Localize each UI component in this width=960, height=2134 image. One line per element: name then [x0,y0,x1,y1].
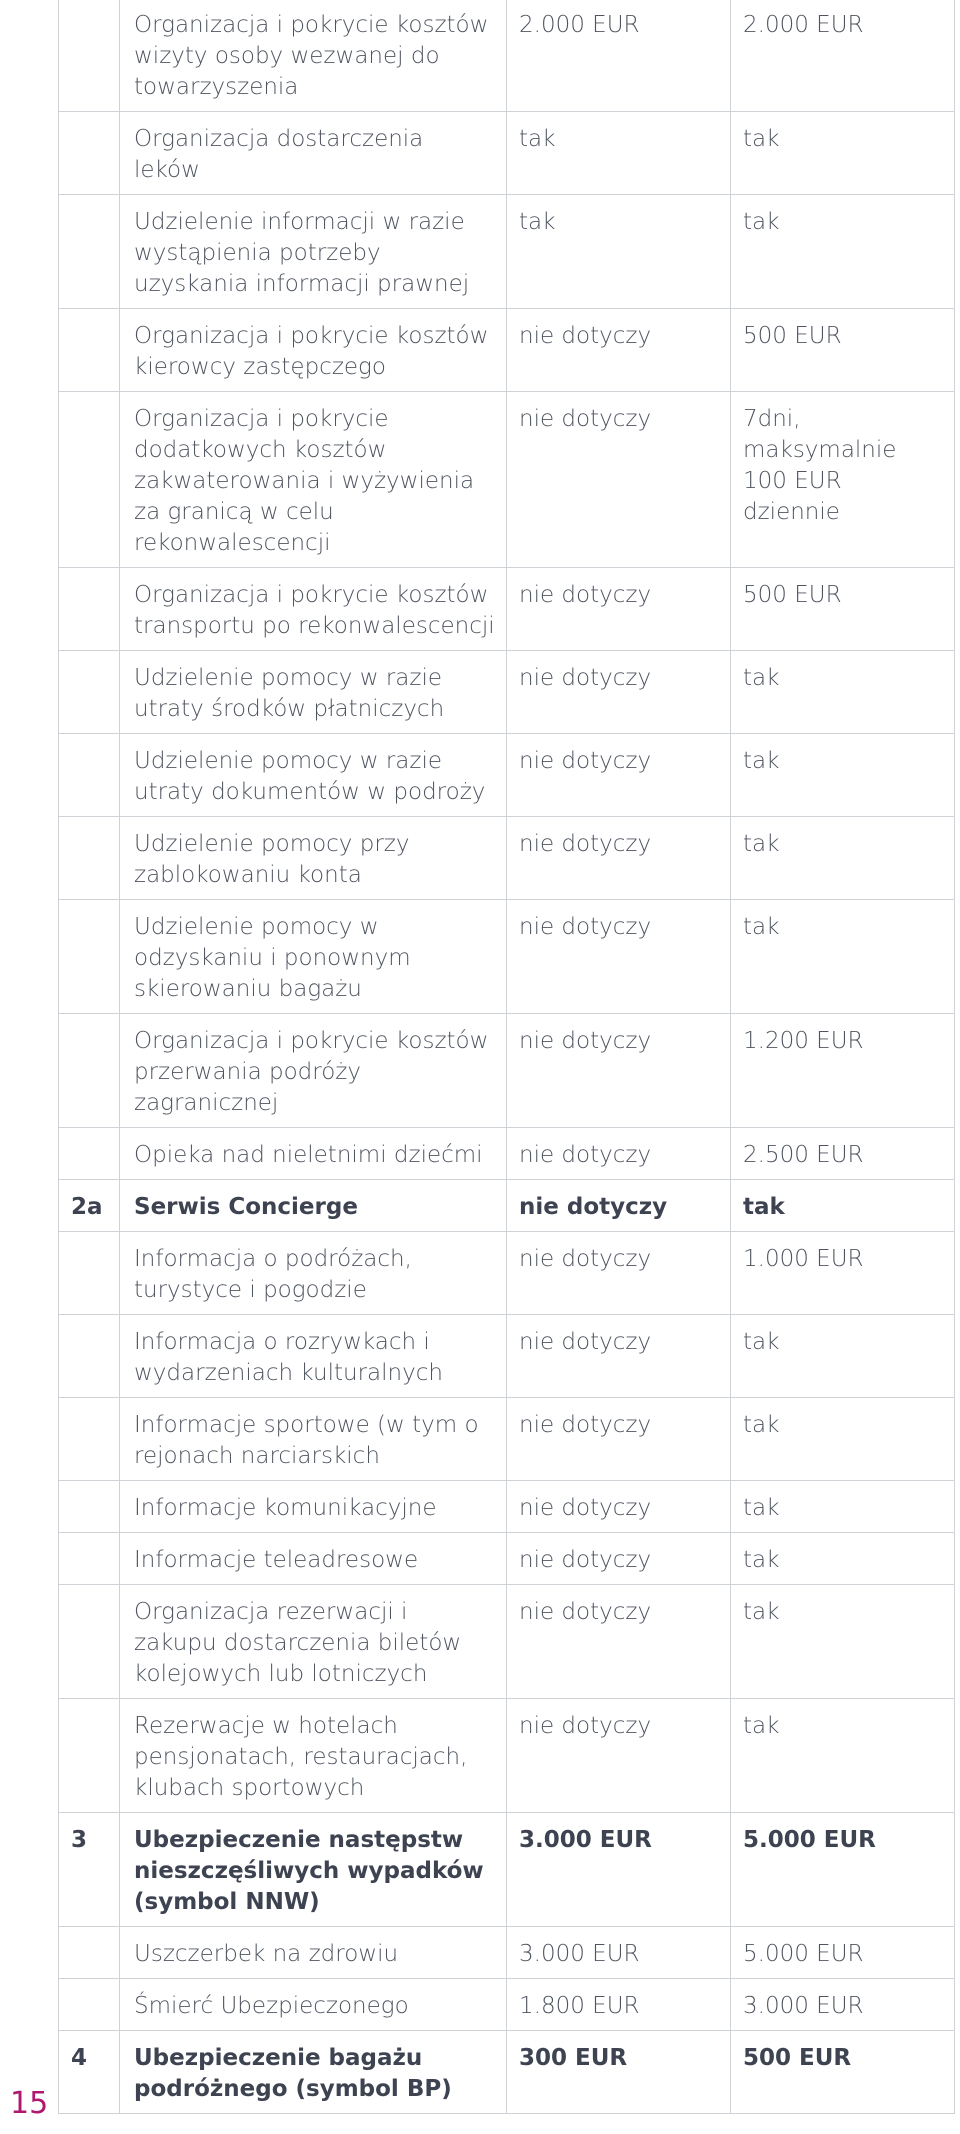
table-row [59,392,955,568]
row-value-variant-2-cell: tak [731,1315,955,1398]
row-number-cell [59,1585,120,1699]
row-value-variant-2-cell: tak [731,195,955,309]
row-description-cell: Organizacja i pokrycie kosztów kierowcy zastępczego [120,309,507,392]
row-value-variant-1-cell: 2.000 EUR [507,0,731,112]
table-row [59,1398,955,1481]
row-number-cell: 2a [59,1180,120,1232]
row-description-cell: Udzielenie pomocy w razie utraty dokumentów w podroży [120,734,507,817]
row-value-variant-2-cell: tak [731,1180,955,1232]
table-row [59,1180,955,1232]
row-value-variant-2-cell: tak [731,734,955,817]
row-number-cell [59,1128,120,1180]
row-value-variant-1-cell: nie dotyczy [507,1232,731,1315]
row-value-variant-1-cell: 1.800 EUR [507,1979,731,2031]
row-value-variant-2-cell: tak [731,1481,955,1533]
row-description-cell: Opieka nad nieletnimi dziećmi [120,1128,507,1180]
row-number-cell: 3 [59,1813,120,1927]
row-value-variant-1-cell: nie dotyczy [507,734,731,817]
table-row [59,1232,955,1315]
row-number-cell [59,568,120,651]
row-number-cell [59,1398,120,1481]
row-number-cell [59,1533,120,1585]
row-number-cell [59,392,120,568]
row-number-cell [59,1481,120,1533]
row-description-cell: Informacja o rozrywkach i wydarzeniach kulturalnych [120,1315,507,1398]
table-row [59,2031,955,2114]
row-value-variant-2-cell: 500 EUR [731,568,955,651]
table-row [59,195,955,309]
row-value-variant-2-cell: 1.200 EUR [731,1014,955,1128]
row-value-variant-2-cell: tak [731,1699,955,1813]
row-value-variant-2-cell: 1.000 EUR [731,1232,955,1315]
table-row [59,1699,955,1813]
row-description-cell: Informacja o podróżach, turystyce i pogodzie [120,1232,507,1315]
row-value-variant-2-cell: tak [731,1533,955,1585]
row-number-cell [59,195,120,309]
table-row [59,0,955,112]
row-description-cell: Ubezpieczenie następstw nieszczęśliwych wypadków (symbol NNW) [120,1813,507,1927]
table-row [59,1927,955,1979]
page-number: 15 [10,2086,49,2121]
row-value-variant-1-cell: nie dotyczy [507,1699,731,1813]
table-row [59,1481,955,1533]
row-value-variant-2-cell: tak [731,1398,955,1481]
table-row [59,817,955,900]
row-value-variant-1-cell: nie dotyczy [507,568,731,651]
row-value-variant-2-cell: 500 EUR [731,309,955,392]
row-description-cell: Organizacja i pokrycie kosztów transportu po rekonwalescencji [120,568,507,651]
row-value-variant-1-cell: nie dotyczy [507,651,731,734]
row-value-variant-1-cell: nie dotyczy [507,1533,731,1585]
row-value-variant-1-cell: nie dotyczy [507,1398,731,1481]
row-description-cell: Organizacja rezerwacji i zakupu dostarczenia biletów kolejowych lub lotniczych [120,1585,507,1699]
row-description-cell: Informacje komunikacyjne [120,1481,507,1533]
row-number-cell [59,309,120,392]
row-value-variant-2-cell: tak [731,651,955,734]
row-value-variant-2-cell: 5.000 EUR [731,1813,955,1927]
row-description-cell: Organizacja i pokrycie dodatkowych kosztów zakwaterowania i wyżywienia za granicą w celu rekonwalescencji [120,392,507,568]
row-number-cell [59,1979,120,2031]
row-value-variant-1-cell: tak [507,195,731,309]
row-description-cell: Udzielenie informacji w razie wystąpienia potrzeby uzyskania informacji prawnej [120,195,507,309]
row-value-variant-2-cell: tak [731,900,955,1014]
row-description-cell: Udzielenie pomocy w razie utraty środków płatniczych [120,651,507,734]
row-description-cell: Serwis Concierge [120,1180,507,1232]
row-value-variant-1-cell: nie dotyczy [507,1180,731,1232]
table-row [59,651,955,734]
table-row [59,1014,955,1128]
row-number-cell [59,734,120,817]
row-value-variant-2-cell: tak [731,817,955,900]
row-number-cell [59,1232,120,1315]
row-value-variant-1-cell: nie dotyczy [507,1315,731,1398]
row-description-cell: Organizacja i pokrycie kosztów przerwania podróży zagranicznej [120,1014,507,1128]
row-value-variant-1-cell: nie dotyczy [507,392,731,568]
table-row [59,1813,955,1927]
row-number-cell [59,900,120,1014]
coverage-table-body [59,0,955,2114]
row-description-cell: Rezerwacje w hotelach pensjonatach, restauracjach, klubach sportowych [120,1699,507,1813]
row-value-variant-2-cell: 500 EUR [731,2031,955,2114]
row-number-cell [59,0,120,112]
row-value-variant-1-cell: nie dotyczy [507,1481,731,1533]
row-value-variant-1-cell: nie dotyczy [507,900,731,1014]
row-description-cell: Uszczerbek na zdrowiu [120,1927,507,1979]
row-description-cell: Informacje teleadresowe [120,1533,507,1585]
row-number-cell [59,817,120,900]
table-row [59,1315,955,1398]
row-value-variant-1-cell: nie dotyczy [507,1014,731,1128]
row-number-cell [59,112,120,195]
row-value-variant-2-cell: 7dni, maksymalnie 100 EUR dziennie [731,392,955,568]
row-value-variant-2-cell: tak [731,112,955,195]
table-row [59,568,955,651]
table-row [59,734,955,817]
row-number-cell [59,1699,120,1813]
row-number-cell [59,1927,120,1979]
row-value-variant-1-cell: nie dotyczy [507,1128,731,1180]
row-value-variant-1-cell: nie dotyczy [507,309,731,392]
row-value-variant-1-cell: tak [507,112,731,195]
table-row [59,1585,955,1699]
row-value-variant-1-cell: 300 EUR [507,2031,731,2114]
row-description-cell: Udzielenie pomocy przy zablokowaniu konta [120,817,507,900]
row-number-cell: 4 [59,2031,120,2114]
row-number-cell [59,1315,120,1398]
row-description-cell: Śmierć Ubezpieczonego [120,1979,507,2031]
row-description-cell: Organizacja dostarczenia leków [120,112,507,195]
row-value-variant-2-cell: 5.000 EUR [731,1927,955,1979]
coverage-table [58,0,955,2114]
row-description-cell: Ubezpieczenie bagażu podróżnego (symbol BP) [120,2031,507,2114]
table-row [59,1533,955,1585]
table-row [59,309,955,392]
row-number-cell [59,1014,120,1128]
row-description-cell: Informacje sportowe (w tym o rejonach narciarskich [120,1398,507,1481]
row-value-variant-2-cell: 3.000 EUR [731,1979,955,2031]
row-value-variant-2-cell: tak [731,1585,955,1699]
table-row [59,1128,955,1180]
row-description-cell: Udzielenie pomocy w odzyskaniu i ponownym skierowaniu bagażu [120,900,507,1014]
table-row [59,1979,955,2031]
row-number-cell [59,651,120,734]
row-value-variant-1-cell: 3.000 EUR [507,1813,731,1927]
row-value-variant-2-cell: 2.500 EUR [731,1128,955,1180]
table-row [59,900,955,1014]
table-row [59,112,955,195]
row-value-variant-1-cell: 3.000 EUR [507,1927,731,1979]
row-value-variant-1-cell: nie dotyczy [507,1585,731,1699]
row-description-cell: Organizacja i pokrycie kosztów wizyty osoby wezwanej do towarzyszenia [120,0,507,112]
row-value-variant-1-cell: nie dotyczy [507,817,731,900]
row-value-variant-2-cell: 2.000 EUR [731,0,955,112]
